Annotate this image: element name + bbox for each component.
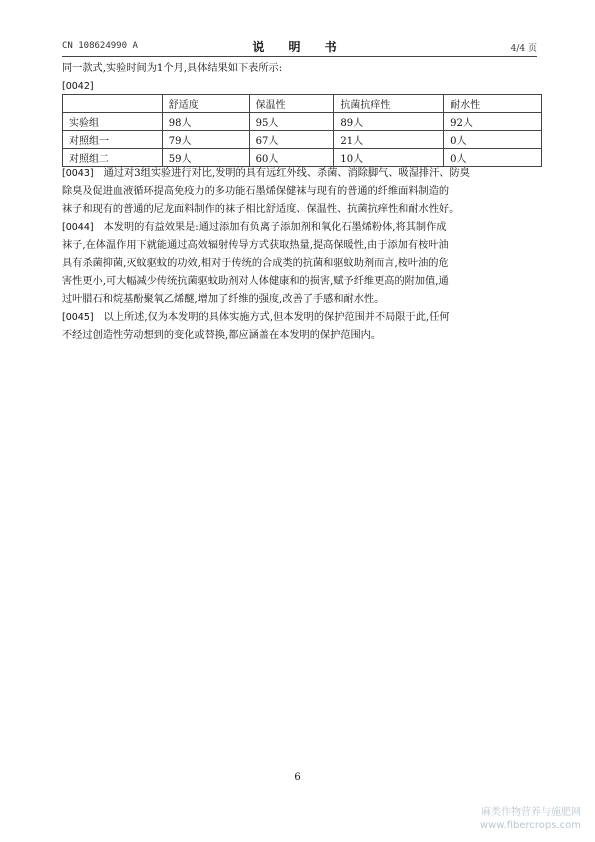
table-header-cell: [63, 95, 163, 113]
watermark: [480, 806, 581, 832]
page-indicator: 4/4 页: [510, 44, 537, 54]
paragraph-line: 袜子和现有的普通的尼龙面料制作的袜子相比舒适度、保温性、抗菌抗痒性和耐水性好。: [62, 204, 460, 215]
table-cell: 92人: [444, 113, 542, 131]
table-cell: 对照组二: [63, 149, 163, 167]
table-header-cell: 抗菌抗痒性: [334, 95, 444, 113]
paragraph-line: 除臭及促进血液循环提高免疫力的多功能石墨烯保健袜与现有的普通的纤维面料制造的: [62, 186, 450, 197]
paragraph-tag: [0044]: [62, 222, 94, 233]
paragraph-line: 不经过创造性劳动想到的变化或替换,都应涵盖在本发明的保护范围内。: [62, 330, 382, 341]
document-title: 说 明 书: [252, 40, 347, 54]
table-cell: 95人: [249, 113, 334, 131]
page-header: [62, 38, 537, 56]
paragraph-line: 具有杀菌抑菌,灭蚊驱蚊的功效,相对于传统的合成类的抗菌和驱蚊助剂而言,桉叶油的危: [62, 258, 449, 269]
intro-line: 同一款式,实验时间为1个月,具体结果如下表所示:: [62, 63, 283, 74]
table-row: [63, 113, 542, 131]
paragraph-tag: [0045]: [62, 312, 94, 323]
paragraph-line: 本发明的有益效果是:通过添加有负离子添加剂和氧化石墨烯粉体,将其制作成: [103, 222, 447, 233]
paragraph-tag-0042: [0042]: [62, 81, 94, 92]
table-cell: 对照组一: [63, 131, 163, 149]
table-cell: 10人: [334, 149, 444, 167]
table-cell: 79人: [162, 131, 249, 149]
patent-number: CN 108624990 A: [62, 41, 138, 51]
header-rule: [62, 56, 537, 57]
table-header-cell: 舒适度: [162, 95, 249, 113]
page-number: 6: [294, 772, 301, 783]
paragraph-0044: [62, 219, 542, 309]
paragraph-0043: [62, 165, 542, 219]
paragraph-tag: [0043]: [62, 168, 94, 179]
table-cell: 实验组: [63, 113, 163, 131]
watermark-title: 麻类作物营养与施肥网: [481, 807, 581, 818]
table-row: [63, 131, 542, 149]
table-row: [63, 149, 542, 167]
table-cell: 0人: [444, 149, 542, 167]
table-cell: 59人: [162, 149, 249, 167]
results-table: [62, 94, 542, 167]
watermark-url: www.fibercrops.com: [479, 820, 581, 831]
intro-text: [62, 60, 542, 96]
table-header-cell: 保温性: [249, 95, 334, 113]
paragraph-line: 通过对3组实验进行对比,发明的具有远红外线、杀菌、消除脚气、吸湿排汗、防臭: [103, 168, 470, 179]
table-cell: 21人: [334, 131, 444, 149]
table-cell: 67人: [249, 131, 334, 149]
paragraph-0045: [62, 309, 542, 345]
table-cell: 89人: [334, 113, 444, 131]
paragraph-line: 以上所述,仅为本发明的具体实施方式,但本发明的保护范围并不局限于此,任何: [103, 312, 450, 323]
paragraph-line: 过叶腊石和烷基酚聚氧乙烯醚,增加了纤维的强度,改善了手感和耐水性。: [62, 294, 385, 305]
paragraph-line: 害性更小,可大幅减少传统抗菌驱蚊助剂对人体健康和的损害,赋予纤维更高的附加值,通: [62, 276, 449, 287]
table-header-cell: 耐水性: [444, 95, 542, 113]
table-cell: 98人: [162, 113, 249, 131]
table-header-row: [63, 95, 542, 113]
paragraph-line: 袜子,在体温作用下就能通过高效辐射传导方式获取热量,提高保暖性,由于添加有桉叶油: [62, 240, 449, 251]
table-cell: 60人: [249, 149, 334, 167]
table-cell: 0人: [444, 131, 542, 149]
